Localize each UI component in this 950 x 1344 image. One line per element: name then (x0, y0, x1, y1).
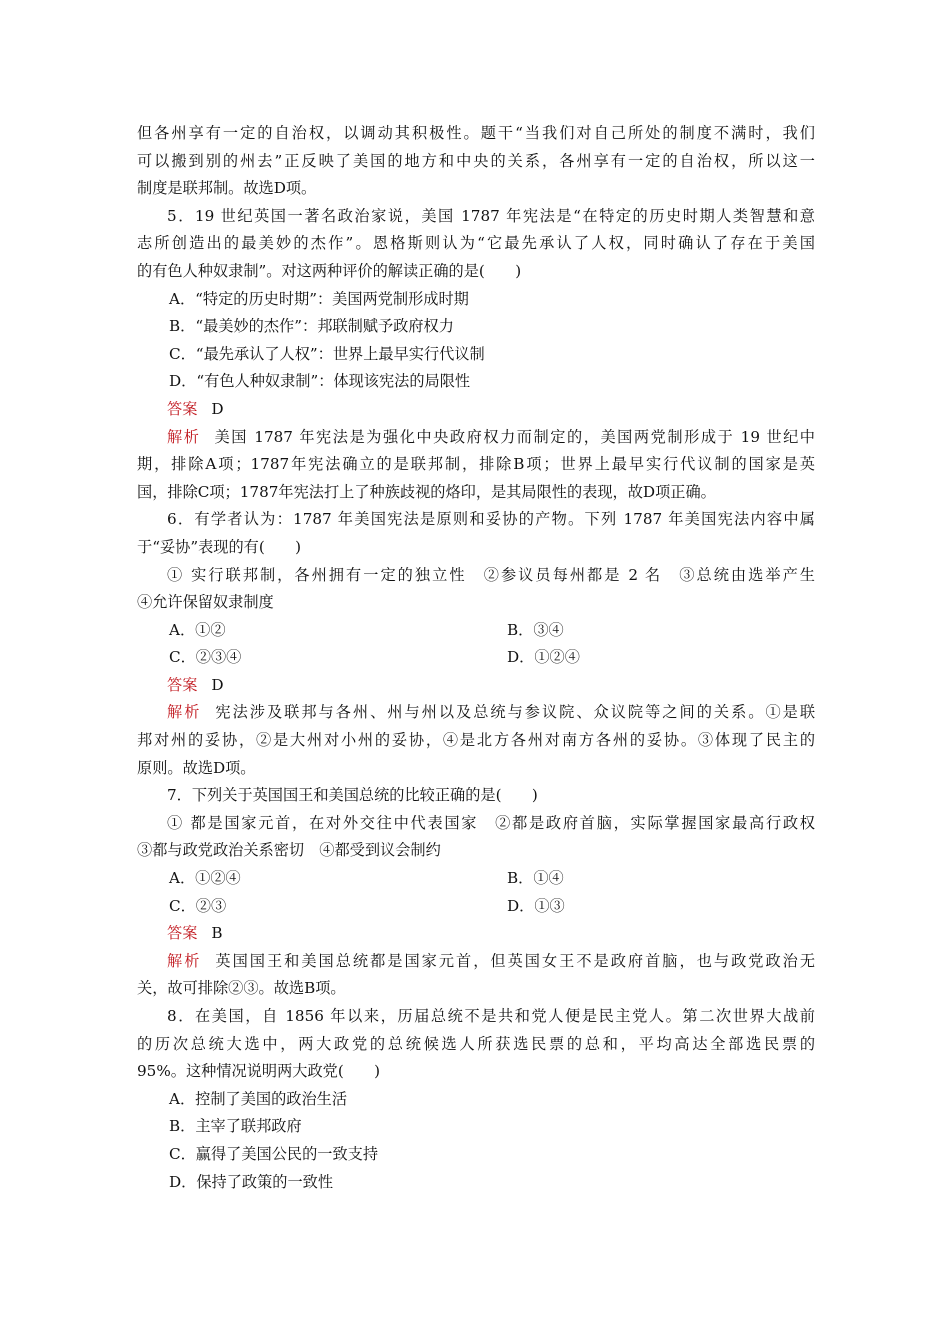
question-stem: 7．下列关于英国国王和美国总统的比较正确的是( ) (167, 786, 538, 805)
option-a: A．控制了美国的政治生活 (169, 1089, 348, 1108)
question-6 (137, 506, 815, 782)
question-stem: 的有色人种奴隶制”。对这两种评价的解读正确的是( ) (137, 261, 522, 280)
statement-list: ① 实行联邦制，各州拥有一定的独立性 ②参议员每州都是 2 名 ③总统由选举产生 (167, 565, 815, 584)
analysis-text: 关，故可排除②③。故选B项。 (137, 979, 346, 998)
option-d: D．“有色人种奴隶制”：体现该宪法的局限性 (169, 372, 471, 391)
text-line: 制度是联邦制。故选D项。 (137, 179, 317, 198)
option-d: D．①②④ (507, 648, 580, 667)
answer-line (137, 920, 815, 948)
option-b: B．①④ (507, 869, 564, 888)
option-d: D．保持了政策的一致性 (169, 1172, 334, 1191)
statement-list: ④允许保留奴隶制度 (137, 593, 274, 612)
answer-label: 答案 (167, 924, 198, 943)
analysis-line (137, 699, 815, 727)
option-a: A．①②④ (169, 869, 241, 888)
analysis-label: 解析 (167, 951, 202, 970)
previous-analysis-continuation (137, 120, 815, 203)
answer-value: B (211, 924, 223, 943)
question-stem: 6．有学者认为：1787 年美国宪法是原则和妥协的产物。下列 1787 年美国宪法内容中属 (167, 510, 815, 529)
option-row (137, 893, 815, 921)
analysis-text: 邦对州的妥协，②是大州对小州的妥协，④是北方各州对南方各州的妥协。③体现了民主的 (137, 731, 815, 750)
option-row (137, 865, 815, 893)
option-row (137, 644, 815, 672)
option-c: C．②③④ (169, 648, 242, 667)
question-5 (137, 203, 815, 507)
option-c: C．“最先承认了人权”：世界上最早实行代议制 (169, 344, 485, 363)
analysis-line (137, 424, 815, 452)
statement-list: ① 都是国家元首，在对外交往中代表国家 ②都是政府首脑，实际掌握国家最高行政权 (167, 813, 815, 832)
text-line: 但各州享有一定的自治权，以调动其积极性。题干“当我们对自己所处的制度不满时，我们 (137, 124, 815, 142)
analysis-label: 解析 (167, 703, 202, 722)
option-b: B．③④ (507, 620, 564, 639)
document-page (137, 120, 815, 1196)
analysis-text: 期，排除A项；1787年宪法确立的是联邦制，排除B项；世界上最早实行代议制的国家是英 (137, 455, 815, 474)
question-stem: 于“妥协”表现的有( ) (137, 537, 302, 556)
question-7 (137, 782, 815, 1003)
option-b: B．主宰了联邦政府 (169, 1117, 302, 1136)
option-a: A．①② (169, 620, 226, 639)
option-c: C．赢得了美国公民的一致支持 (169, 1144, 379, 1163)
analysis-line (137, 948, 815, 976)
analysis-text: 原则。故选D项。 (137, 758, 256, 777)
analysis-label: 解析 (167, 427, 201, 446)
question-stem: 志所创造出的最美妙的杰作”。恩格斯则认为“它最先承认了人权，同时确认了存在于美国 (137, 234, 815, 253)
answer-label: 答案 (167, 675, 198, 694)
analysis-text: 国，排除C项；1787年宪法打上了种族歧视的烙印，是其局限性的表现，故D项正确。 (137, 482, 716, 501)
question-8 (137, 1003, 815, 1196)
answer-label: 答案 (167, 399, 198, 418)
option-a: A．“特定的历史时期”：美国两党制形成时期 (169, 289, 469, 308)
option-d: D．①③ (507, 896, 565, 915)
answer-line (137, 672, 815, 700)
analysis-text: 美国 1787 年宪法是为强化中央政府权力而制定的，美国两党制形成于 19 世纪中 (214, 427, 815, 446)
analysis-text: 宪法涉及联邦与各州、州与州以及总统与参议院、众议院等之间的关系。①是联 (215, 703, 815, 722)
answer-value: D (211, 399, 224, 418)
option-row (137, 617, 815, 645)
text-line: 可以搬到别的州去”正反映了美国的地方和中央的关系，各州享有一定的自治权，所以这一 (137, 151, 815, 170)
statement-list: ③都与政党政治关系密切 ④都受到议会制约 (137, 841, 441, 860)
option-c: C．②③ (169, 896, 227, 915)
analysis-text: 英国国王和美国总统都是国家元首，但英国女王不是政府首脑，也与政党政治无 (215, 951, 815, 970)
answer-value: D (211, 675, 224, 694)
question-stem: 95%。这种情况说明两大政党( ) (137, 1062, 381, 1081)
question-stem: 5．19 世纪英国一著名政治家说，美国 1787 年宪法是“在特定的历史时期人类智慧和意 (167, 206, 815, 225)
answer-line (137, 396, 815, 424)
question-stem: 8．在美国，自 1856 年以来，历届总统不是共和党人便是民主党人。第二次世界大战前 (167, 1007, 815, 1025)
question-stem: 的历次总统大选中，两大政党的总统候选人所获选民票的总和，平均高达全部选民票的 (137, 1034, 815, 1053)
option-b: B．“最美妙的杰作”：邦联制赋予政府权力 (169, 317, 454, 336)
